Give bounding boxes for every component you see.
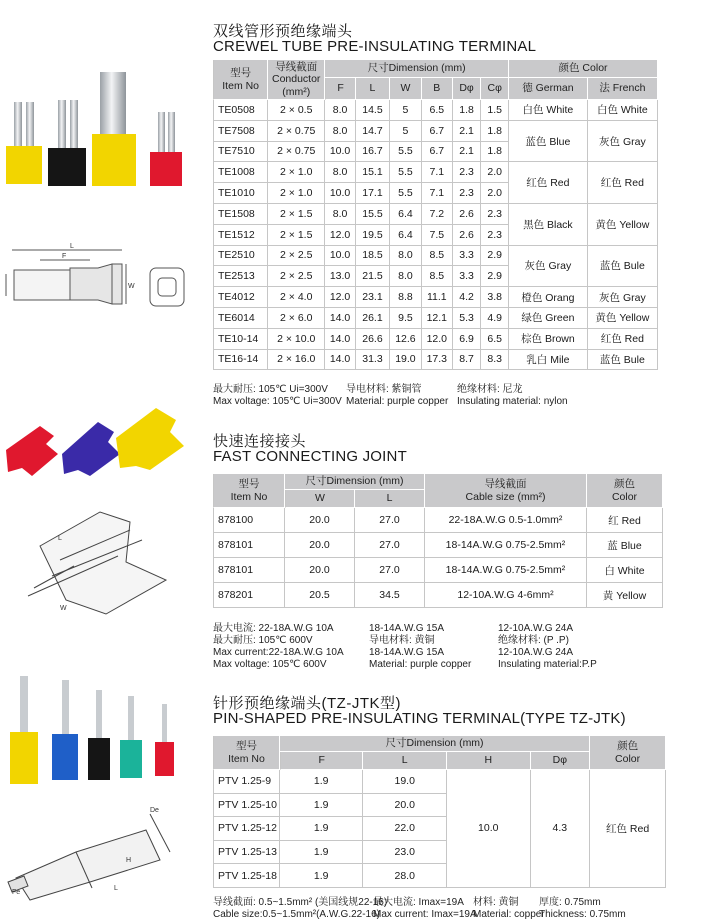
header-color: 颜色 Color bbox=[587, 474, 663, 508]
color-french-cell: 红色 Red bbox=[588, 329, 658, 350]
cable-size-cell: 22-18A.W.G 0.5-1.0mm² bbox=[425, 508, 587, 533]
dim-L-cell: 22.0 bbox=[363, 817, 447, 841]
item-no-cell: 878101 bbox=[213, 533, 285, 558]
table-row bbox=[213, 162, 658, 183]
item-no-cell: TE1512 bbox=[213, 225, 268, 246]
table-row bbox=[213, 329, 658, 350]
crewel-spec-table bbox=[213, 60, 658, 370]
dim-C-cell: 2.9 bbox=[481, 246, 509, 267]
header-col-F: F bbox=[280, 752, 363, 770]
dim-C-cell: 2.3 bbox=[481, 204, 509, 225]
dim-F-cell: 12.0 bbox=[325, 225, 356, 246]
dim-W-cell: 6.4 bbox=[390, 204, 422, 225]
dim-L-cell: 16.7 bbox=[356, 142, 390, 163]
dim-F-cell: 12.0 bbox=[325, 287, 356, 308]
item-no-cell: PTV 1.25-13 bbox=[213, 841, 280, 865]
dim-D-cell: 4.3 bbox=[531, 770, 591, 888]
dim-D-cell: 4.2 bbox=[453, 287, 482, 308]
dim-L-cell: 26.1 bbox=[356, 308, 390, 329]
header-col-H: H bbox=[447, 752, 531, 770]
conductor-cell: 2 × 0.75 bbox=[268, 142, 325, 163]
dim-D-cell: 6.9 bbox=[453, 329, 482, 350]
dim-B-cell: 6.7 bbox=[422, 142, 453, 163]
item-no-cell: TE4012 bbox=[213, 287, 268, 308]
conductor-cell: 2 × 6.0 bbox=[268, 308, 325, 329]
cable-size-cell: 18-14A.W.G 0.75-2.5mm² bbox=[425, 558, 587, 583]
table-row bbox=[213, 533, 663, 558]
color-german-cell: 白色 White bbox=[509, 100, 588, 121]
connector-red bbox=[6, 426, 58, 476]
header-col-F: F bbox=[325, 78, 356, 100]
section3-title-en: PIN-SHAPED PRE-INSULATING TERMINAL(TYPE TZ-JTK) bbox=[213, 710, 626, 727]
dim-C-cell: 6.5 bbox=[481, 329, 509, 350]
dim-W-cell: 8.8 bbox=[390, 287, 422, 308]
table-row bbox=[213, 287, 658, 308]
dim-W-cell: 20.0 bbox=[285, 558, 355, 583]
dim-D-cell: 3.3 bbox=[453, 246, 482, 267]
table-row bbox=[213, 558, 663, 583]
dim-L-cell: 14.5 bbox=[356, 100, 390, 121]
dim-W-cell: 5 bbox=[390, 100, 422, 121]
section1-title-en: CREWEL TUBE PRE-INSULATING TERMINAL bbox=[213, 38, 537, 55]
terminal-yellow-tube bbox=[14, 102, 22, 146]
dim-C-cell: 1.5 bbox=[481, 100, 509, 121]
dim-C-cell: 4.9 bbox=[481, 308, 509, 329]
dim-F-cell: 14.0 bbox=[325, 308, 356, 329]
dim-B-cell: 6.5 bbox=[422, 100, 453, 121]
table-row bbox=[213, 246, 658, 267]
header-col-W: W bbox=[285, 490, 355, 508]
dim-F-cell: 13.0 bbox=[325, 266, 356, 287]
header-dimension: 尺寸Dimension (mm) bbox=[285, 474, 425, 490]
dim-L-cell: 21.5 bbox=[356, 266, 390, 287]
pin-red bbox=[155, 742, 174, 776]
dim-D-cell: 2.3 bbox=[453, 183, 482, 204]
item-no-cell: TE0508 bbox=[213, 100, 268, 121]
color-german-cell: 绿色 Green bbox=[509, 308, 588, 329]
dim-L-cell: 14.7 bbox=[356, 121, 390, 142]
dim-L-cell: 18.5 bbox=[356, 246, 390, 267]
dim-label-L: L bbox=[70, 243, 74, 250]
dim-W-cell: 19.0 bbox=[390, 350, 422, 371]
dim-C-cell: 2.9 bbox=[481, 266, 509, 287]
item-no-cell: TE16-14 bbox=[213, 350, 268, 371]
dim-F-cell: 1.9 bbox=[280, 794, 363, 818]
table-row bbox=[213, 583, 663, 608]
pin-terminal-spec-table bbox=[213, 736, 666, 888]
dim-F-cell: 8.0 bbox=[325, 121, 356, 142]
dim-L-cell: 34.5 bbox=[355, 583, 425, 608]
dim-B-cell: 12.0 bbox=[422, 329, 453, 350]
dim-W-cell: 5 bbox=[390, 121, 422, 142]
header-dimension: 尺寸Dimension (mm) bbox=[325, 60, 509, 78]
dim-label-W: W bbox=[128, 283, 135, 290]
conductor-cell: 2 × 2.5 bbox=[268, 266, 325, 287]
section2-title-en: FAST CONNECTING JOINT bbox=[213, 448, 407, 465]
left-image-panel bbox=[0, 0, 196, 924]
dim-L-cell: 26.6 bbox=[356, 329, 390, 350]
dim-D-cell: 5.3 bbox=[453, 308, 482, 329]
dim-B-cell: 8.5 bbox=[422, 246, 453, 267]
conductor-cell: 2 × 1.0 bbox=[268, 183, 325, 204]
header-col-L: L bbox=[355, 490, 425, 508]
dim-F-cell: 14.0 bbox=[325, 350, 356, 371]
terminal-black-body bbox=[48, 148, 86, 186]
fast-connector-photo bbox=[0, 398, 196, 494]
dim-D-cell: 8.7 bbox=[453, 350, 482, 371]
header-cable-size: 导线截面 Cable size (mm²) bbox=[425, 474, 587, 508]
dim-C-cell: 2.0 bbox=[481, 183, 509, 204]
svg-text:W: W bbox=[60, 605, 67, 612]
dim-C-cell: 1.8 bbox=[481, 121, 509, 142]
color-german-cell: 棕色 Brown bbox=[509, 329, 588, 350]
cable-size-cell: 18-14A.W.G 0.75-2.5mm² bbox=[425, 533, 587, 558]
dim-C-cell: 3.8 bbox=[481, 287, 509, 308]
dim-W-cell: 8.0 bbox=[390, 266, 422, 287]
dim-B-cell: 7.5 bbox=[422, 225, 453, 246]
header-col-D: Dφ bbox=[531, 752, 591, 770]
dim-L-cell: 19.0 bbox=[363, 770, 447, 794]
dim-B-cell: 17.3 bbox=[422, 350, 453, 371]
pin-yellow bbox=[10, 732, 38, 784]
svg-text:De: De bbox=[150, 807, 159, 814]
section2-title-cn: 快速连接接头 bbox=[213, 433, 307, 450]
dim-W-cell: 20.5 bbox=[285, 583, 355, 608]
dim-B-cell: 12.1 bbox=[422, 308, 453, 329]
dim-B-cell: 7.1 bbox=[422, 162, 453, 183]
color-french-cell: 白色 White bbox=[588, 100, 658, 121]
dim-F-cell: 14.0 bbox=[325, 329, 356, 350]
dim-D-cell: 2.3 bbox=[453, 162, 482, 183]
color-german-cell: 黑色 Black bbox=[509, 204, 588, 246]
pin-terminal-drawing bbox=[0, 800, 196, 910]
item-no-cell: TE1010 bbox=[213, 183, 268, 204]
dim-W-cell: 20.0 bbox=[285, 508, 355, 533]
header-item-no: 型号 Item No bbox=[213, 474, 285, 508]
color-cell: 红 Red bbox=[587, 508, 663, 533]
dim-L-cell: 19.5 bbox=[356, 225, 390, 246]
dim-F-cell: 10.0 bbox=[325, 183, 356, 204]
header-item-no: 型号 Item No bbox=[213, 736, 280, 770]
color-german-cell: 蓝色 Blue bbox=[509, 121, 588, 163]
dim-W-cell: 8.0 bbox=[390, 246, 422, 267]
dim-L-cell: 23.1 bbox=[356, 287, 390, 308]
terminal-big-body bbox=[92, 134, 136, 186]
item-no-cell: TE2510 bbox=[213, 246, 268, 267]
dim-L-cell: 27.0 bbox=[355, 558, 425, 583]
item-no-cell: TE7508 bbox=[213, 121, 268, 142]
table-row bbox=[213, 121, 658, 142]
dim-L-cell: 17.1 bbox=[356, 183, 390, 204]
section2-notes: 最大电流: 22-18A.W.G 10A 18-14A.W.G 15A 12-10A.W.G 24A 最大耐压: 105℃ 600V 导电材料: 黄铜 绝缘材料: (P .P) Max current:22-18A.W.G 10A 18-14A.W.G 15A 12-10A.W.G 24A Max voltage: 105℃ 600V Material: purple copper Insulating material:P.P bbox=[213, 623, 597, 670]
dim-W-cell: 12.6 bbox=[390, 329, 422, 350]
color-german-cell: 橙色 Orang bbox=[509, 287, 588, 308]
terminal-yellow-body bbox=[6, 146, 42, 184]
header-color: 颜色 Color bbox=[590, 736, 666, 770]
color-french-cell: 蓝色 Bule bbox=[588, 350, 658, 371]
dim-D-cell: 2.1 bbox=[453, 142, 482, 163]
dim-F-cell: 1.9 bbox=[280, 864, 363, 888]
color-cell: 红色 Red bbox=[590, 770, 666, 888]
dim-W-cell: 6.4 bbox=[390, 225, 422, 246]
conductor-cell: 2 × 1.0 bbox=[268, 162, 325, 183]
conductor-cell: 2 × 4.0 bbox=[268, 287, 325, 308]
item-no-cell: PTV 1.25-9 bbox=[213, 770, 280, 794]
dim-C-cell: 2.3 bbox=[481, 225, 509, 246]
item-no-cell: TE7510 bbox=[213, 142, 268, 163]
dim-W-cell: 20.0 bbox=[285, 533, 355, 558]
dim-D-cell: 1.8 bbox=[453, 100, 482, 121]
conductor-cell: 2 × 16.0 bbox=[268, 350, 325, 371]
conductor-cell: 2 × 10.0 bbox=[268, 329, 325, 350]
section3-notes: 导线截面: 0.5~1.5mm² (美国线规22-16) 最大电流: Imax=19A 材料: 黄铜 厚度: 0.75mm Cable size:0.5~1.5mm²(A.W.G.22-16) Max current: Imax=19A Material: copper Thickness: 0.75mm bbox=[213, 897, 626, 920]
header-dimension: 尺寸Dimension (mm) bbox=[280, 736, 590, 752]
header-col-L: L bbox=[363, 752, 447, 770]
conductor-cell: 2 × 0.5 bbox=[268, 100, 325, 121]
dim-W-cell: 5.5 bbox=[390, 142, 422, 163]
dim-C-cell: 8.3 bbox=[481, 350, 509, 371]
dim-L-cell: 28.0 bbox=[363, 864, 447, 888]
dim-D-cell: 3.3 bbox=[453, 266, 482, 287]
color-german-cell: 红色 Red bbox=[509, 162, 588, 204]
dim-F-cell: 10.0 bbox=[325, 142, 356, 163]
table-row bbox=[213, 508, 663, 533]
pin-black bbox=[88, 738, 110, 780]
dim-B-cell: 7.2 bbox=[422, 204, 453, 225]
item-no-cell: PTV 1.25-12 bbox=[213, 817, 280, 841]
dim-F-cell: 8.0 bbox=[325, 100, 356, 121]
color-french-cell: 蓝色 Bule bbox=[588, 246, 658, 288]
section1-title-cn: 双线管形预绝缘端头 bbox=[213, 23, 353, 40]
dim-L-cell: 20.0 bbox=[363, 794, 447, 818]
dim-C-cell: 1.8 bbox=[481, 142, 509, 163]
header-color-french: 法 French bbox=[588, 78, 658, 100]
item-no-cell: TE2513 bbox=[213, 266, 268, 287]
conductor-cell: 2 × 2.5 bbox=[268, 246, 325, 267]
item-no-cell: PTV 1.25-10 bbox=[213, 794, 280, 818]
terminal-yellow-tube-2 bbox=[26, 102, 34, 146]
connector-yellow bbox=[116, 408, 184, 470]
fast-joint-spec-table bbox=[213, 474, 663, 608]
dim-F-cell: 1.9 bbox=[280, 841, 363, 865]
color-french-cell: 灰色 Gray bbox=[588, 121, 658, 163]
dim-F-cell: 1.9 bbox=[280, 817, 363, 841]
svg-text:Fe: Fe bbox=[12, 889, 21, 896]
dim-F-cell: 8.0 bbox=[325, 204, 356, 225]
dim-W-cell: 9.5 bbox=[390, 308, 422, 329]
dim-L-cell: 31.3 bbox=[356, 350, 390, 371]
table-row bbox=[213, 308, 658, 329]
conductor-cell: 2 × 0.75 bbox=[268, 121, 325, 142]
header-col-D: Dφ bbox=[453, 78, 482, 100]
dim-F-cell: 1.9 bbox=[280, 770, 363, 794]
dim-H-cell: 10.0 bbox=[447, 770, 531, 888]
dim-C-cell: 2.0 bbox=[481, 162, 509, 183]
item-no-cell: TE1508 bbox=[213, 204, 268, 225]
dim-B-cell: 7.1 bbox=[422, 183, 453, 204]
table-row bbox=[213, 350, 658, 371]
dim-L-cell: 27.0 bbox=[355, 508, 425, 533]
color-french-cell: 灰色 Gray bbox=[588, 287, 658, 308]
dim-W-cell: 5.5 bbox=[390, 162, 422, 183]
dim-B-cell: 11.1 bbox=[422, 287, 453, 308]
dim-B-cell: 8.5 bbox=[422, 266, 453, 287]
color-french-cell: 黄色 Yellow bbox=[588, 308, 658, 329]
header-col-C: Cφ bbox=[481, 78, 509, 100]
item-no-cell: 878101 bbox=[213, 558, 285, 583]
color-german-cell: 乳白 Mile bbox=[509, 350, 588, 371]
dim-D-cell: 2.6 bbox=[453, 204, 482, 225]
svg-text:L: L bbox=[114, 885, 118, 892]
header-conductor: 导线截面 Conductor (mm²) bbox=[268, 60, 325, 100]
dim-L-cell: 27.0 bbox=[355, 533, 425, 558]
color-german-cell: 灰色 Gray bbox=[509, 246, 588, 288]
conductor-cell: 2 × 1.5 bbox=[268, 204, 325, 225]
conductor-cell: 2 × 1.5 bbox=[268, 225, 325, 246]
dim-L-cell: 15.1 bbox=[356, 162, 390, 183]
header-col-B: B bbox=[422, 78, 453, 100]
fast-connector-drawing bbox=[0, 496, 196, 620]
dim-label-F: F bbox=[62, 253, 67, 260]
dim-F-cell: 10.0 bbox=[325, 246, 356, 267]
header-col-W: W bbox=[390, 78, 422, 100]
item-no-cell: 878100 bbox=[213, 508, 285, 533]
header-color: 颜色 Color bbox=[509, 60, 658, 78]
item-no-cell: TE10-14 bbox=[213, 329, 268, 350]
color-cell: 白 White bbox=[587, 558, 663, 583]
color-french-cell: 红色 Red bbox=[588, 162, 658, 204]
item-no-cell: TE1008 bbox=[213, 162, 268, 183]
dim-L-cell: 15.5 bbox=[356, 204, 390, 225]
dim-L-cell: 23.0 bbox=[363, 841, 447, 865]
item-no-cell: 878201 bbox=[213, 583, 285, 608]
header-color-german: 德 German bbox=[509, 78, 588, 100]
cable-size-cell: 12-10A.W.G 4-6mm² bbox=[425, 583, 587, 608]
svg-text:H: H bbox=[126, 857, 132, 864]
table-row bbox=[213, 770, 666, 794]
dim-D-cell: 2.1 bbox=[453, 121, 482, 142]
item-no-cell: PTV 1.25-18 bbox=[213, 864, 280, 888]
pin-teal bbox=[120, 740, 142, 778]
terminal-red-body bbox=[150, 152, 182, 186]
crewel-technical-drawing bbox=[0, 238, 196, 318]
dim-F-cell: 8.0 bbox=[325, 162, 356, 183]
pin-blue bbox=[52, 734, 78, 780]
table-row bbox=[213, 204, 658, 225]
item-no-cell: TE6014 bbox=[213, 308, 268, 329]
dim-D-cell: 2.6 bbox=[453, 225, 482, 246]
header-col-L: L bbox=[356, 78, 390, 100]
connector-purple bbox=[62, 422, 120, 476]
crewel-terminals-photo bbox=[0, 60, 196, 200]
header-item-no: 型号 Item No bbox=[213, 60, 268, 100]
pin-terminals-photo bbox=[0, 668, 196, 788]
section3-title-cn: 针形预绝缘端头(TZ-JTK型) bbox=[213, 695, 401, 712]
color-cell: 黄 Yellow bbox=[587, 583, 663, 608]
section1-notes: 最大耐压: 105℃ Ui=300V 导电材料: 紫铜管 绝缘材料: 尼龙 Max voltage: 105℃ Ui=300V Material: purple copper Insulating material: nylon bbox=[213, 384, 568, 407]
color-cell: 蓝 Blue bbox=[587, 533, 663, 558]
terminal-big-tube bbox=[100, 72, 126, 138]
dim-B-cell: 6.7 bbox=[422, 121, 453, 142]
color-french-cell: 黄色 Yellow bbox=[588, 204, 658, 246]
table-row bbox=[213, 100, 658, 121]
dim-W-cell: 5.5 bbox=[390, 183, 422, 204]
svg-text:L: L bbox=[58, 535, 62, 542]
